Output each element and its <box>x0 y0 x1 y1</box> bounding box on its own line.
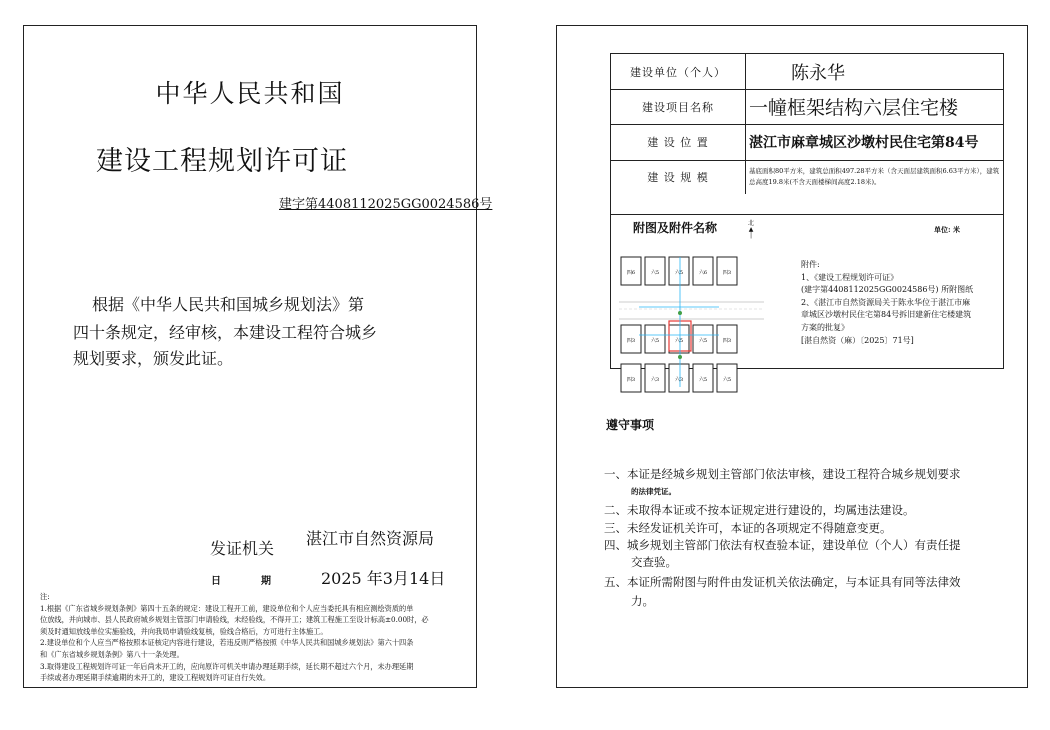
attachment-section <box>610 213 1004 383</box>
note-line: 须及时通知放线单位实施验线，并向我局申请验线复核，验线合格后，方可进行主体施工。 <box>40 626 328 636</box>
note-line: 3.取得建设工程规划许可证一年后尚未开工的，应向原许可机关申请办理延期手续，延长期不超过六个月，未办理延期 <box>40 661 414 671</box>
building-label: 六5 <box>698 377 708 383</box>
attachment-line: 方案的批复》 <box>801 322 849 332</box>
rule-line: 二、未取得本证或不按本证规定进行建设的，均属违法建设。 <box>604 503 915 517</box>
building-label: 六5 <box>650 270 660 276</box>
table-row <box>611 160 1003 194</box>
row-label: 建设单位（个人） <box>611 54 746 89</box>
building-label: 四3 <box>722 270 732 276</box>
building-label: 四3 <box>626 377 636 383</box>
rule-line: 交查验。 <box>631 555 677 569</box>
issue-date: 2025 年3月14日 <box>321 569 446 588</box>
building-label: 六5 <box>674 270 684 276</box>
row-label: 建 设 规 模 <box>611 160 746 194</box>
table-row <box>611 54 1003 90</box>
permit-details-page <box>556 25 1028 688</box>
building-label: 六5 <box>650 338 660 344</box>
building-label: 六5 <box>674 338 684 344</box>
attachment-line: 2、《湛江市自然资源局关于陈永华位于湛江市麻 <box>801 297 971 307</box>
location-value: 湛江市麻章城区沙墩村民住宅第84号 <box>749 135 979 151</box>
note-line: 位放线，并向城市、县人民政府城乡规划主管部门申请验线，未经验线，不得开工；建筑工程施工至设计标高±0.00时，必 <box>40 615 429 625</box>
unit-label: 单位: 米 <box>934 225 961 234</box>
rule-line: 的法律凭证。 <box>631 487 676 496</box>
table-row <box>611 89 1003 125</box>
attachment-list <box>801 259 973 347</box>
building-label: 六6 <box>698 270 708 276</box>
building-label: 四6 <box>626 270 636 276</box>
row-label: 建 设 位 置 <box>611 124 746 160</box>
attachment-line: 附件: <box>801 260 820 269</box>
permit-title: 建设工程规划许可证 <box>96 146 348 177</box>
site-plan-diagram <box>619 247 764 407</box>
note-line: 注: <box>40 592 50 601</box>
rule-line: 五、本证所需附图与附件由发证机关依法确定，与本证具有同等法律效 <box>604 575 961 589</box>
rule-line: 三、未经发证机关许可，本证的各项规定不得随意变更。 <box>604 521 892 535</box>
permit-body-line: 四十条规定，经审核，本建设工程符合城乡 <box>73 323 378 342</box>
rule-line: 四、城乡规划主管部门依法有权查验本证，建设单位（个人）有责任提 <box>604 538 961 552</box>
attachment-line: [湛自然资（麻）〔2025〕71号] <box>801 335 914 345</box>
table-row <box>611 124 1003 161</box>
permit-cover-page <box>23 25 493 688</box>
building-label: 六5 <box>698 338 708 344</box>
survey-point-icon <box>678 311 682 315</box>
note-line: 和《广东省城乡规划条例》第八十一条处理。 <box>40 649 184 659</box>
scale-value: 基底面积80平方米，建筑总面积497.28平方米（含天面层建筑面积6.63平方米），建筑总高度19.8米(不含天面楼梯间高度2.18米)。 <box>749 167 1000 186</box>
note-line: 1.根据《广东省城乡规划条例》第四十五条的规定：建设工程开工前，建设单位和个人应当委托具有相应测绘资质的单 <box>40 603 414 613</box>
permit-body-line: 根据《中华人民共和国城乡规划法》第 <box>92 295 365 314</box>
attachment-line: 章城区沙墩村民住宅第84号拆旧建新住宅楼建筑 <box>801 310 972 320</box>
attachment-title: 附图及附件名称 <box>633 221 718 235</box>
construction-unit-value: 陈永华 <box>791 62 845 84</box>
issuer-label: 发证机关 <box>210 539 275 558</box>
note-line: 手续或者办理延期手续逾期的未开工的，建设工程规划许可证自行失效。 <box>40 673 271 683</box>
note-line: 2.建设单位和个人应当严格按照本证核定内容进行建设，若违反则严格按照《中华人民共和国城乡规划法》第六十四条 <box>40 638 414 648</box>
date-label: 期 <box>261 576 271 587</box>
north-arrow-icon: 北 ▲ │ <box>748 220 755 239</box>
permit-number: 建字第4408112025GG0024586号 <box>279 197 493 212</box>
notes-block <box>40 591 464 684</box>
permit-body-line: 规划要求，颁发此证。 <box>73 349 234 368</box>
building-label: 六5 <box>722 377 732 383</box>
row-label: 建设项目名称 <box>611 89 746 124</box>
attachment-line: 1、《建设工程规划许可证》 <box>801 272 899 282</box>
rule-line: 力。 <box>631 594 654 608</box>
building-label: 六3 <box>674 377 684 383</box>
rules-title: 遵守事项 <box>606 418 655 432</box>
survey-point-icon <box>678 355 682 359</box>
building-label: 四3 <box>722 338 732 344</box>
country-title: 中华人民共和国 <box>155 79 345 108</box>
date-label: 日 <box>211 576 221 587</box>
project-name-value: 一幢框架结构六层住宅楼 <box>749 97 959 119</box>
building-label: 六3 <box>650 377 660 383</box>
attachment-line: (建字第4408112025GG0024586号) 所附图纸 <box>801 285 974 295</box>
project-info-table <box>610 53 1004 215</box>
rule-line: 一、本证是经城乡规划主管部门依法审核，建设工程符合城乡规划要求 <box>604 467 961 481</box>
building-label: 四3 <box>626 338 636 344</box>
issuer-value: 湛江市自然资源局 <box>306 529 435 548</box>
